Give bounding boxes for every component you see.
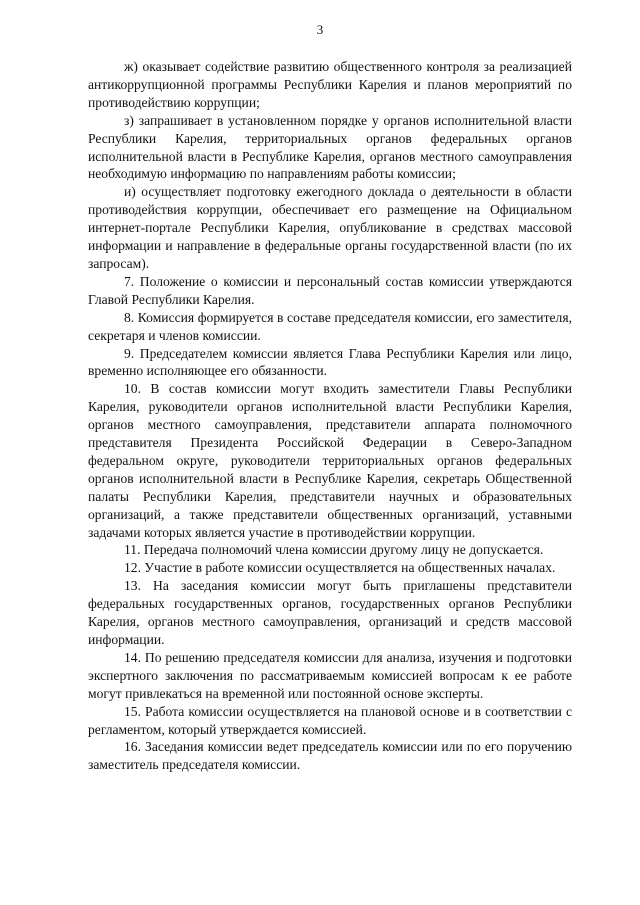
paragraph-14: 14. По решению председателя комиссии для анализа, изучения и подготовки экспертного заключения по рассматриваемым комиссией вопросам к ее работе могут привлекаться на временной или постоянной основе эксперты. xyxy=(88,649,572,701)
paragraph-16: 16. Заседания комиссии ведет председатель комиссии или по его поручению заместитель председателя комиссии. xyxy=(88,739,572,773)
paragraph-13: 13. На заседания комиссии могут быть приглашены представители федеральных государственных органов, государственных органов Республики Карелия, органов местного самоуправления, организаций и средств массовой информации. xyxy=(88,578,572,647)
paragraph-10: 10. В состав комиссии могут входить заместители Главы Республики Карелия, руководители органов исполнительной власти Республики Карелия, органов местного самоуправления, представители аппарата полномочного представителя Президента Российской Федерации в Северо-Западном федеральном округе, руководители территориальных органов федеральных органов исполнительной власти в Республике Карелия, секретарь Общественной палаты Республики Карелия, представители научных и образовательных организаций, а также представители общественных организаций, уставными задачами которых является участие в противодействии коррупции. xyxy=(88,381,572,540)
paragraph-11: 11. Передача полномочий члена комиссии другому лицу не допускается. xyxy=(124,542,544,558)
document-body xyxy=(88,58,572,774)
paragraph-15: 15. Работа комиссии осуществляется на плановой основе и в соответствии с регламентом, который утверждается комиссией. xyxy=(88,703,572,737)
paragraph-9: 9. Председателем комиссии является Глава Республики Карелия или лицо, временно исполняющее его обязанности. xyxy=(88,345,572,379)
paragraph-12: 12. Участие в работе комиссии осуществляется на общественных началах. xyxy=(124,560,556,576)
paragraph-7: 7. Положение о комиссии и персональный состав комиссии утверждаются Главой Республики Карелия. xyxy=(88,273,572,307)
page-number: 3 xyxy=(316,22,324,37)
paragraph-i: и) осуществляет подготовку ежегодного доклада о деятельности в области противодействия коррупции, обеспечивает его размещение на Официальном интернет-портале Республики Карелия, опубликование в средствах массовой информации и направление в федеральные органы государственной власти (по их запросам). xyxy=(88,184,572,271)
paragraph-8: 8. Комиссия формируется в составе председателя комиссии, его заместителя, секретаря и членов комиссии. xyxy=(88,309,572,343)
paragraph-z: з) запрашивает в установленном порядке у органов исполнительной власти Республики Карелия, территориальных органов федеральных органов исполнительной власти в Республике Карелия, органов местного самоуправления необходимую информацию по направлениям работы комиссии; xyxy=(88,112,572,182)
paragraph-zh: ж) оказывает содействие развитию общественного контроля за реализацией антикоррупционной программы Республики Карелия и планов мероприятий по противодействию коррупции; xyxy=(88,59,572,110)
